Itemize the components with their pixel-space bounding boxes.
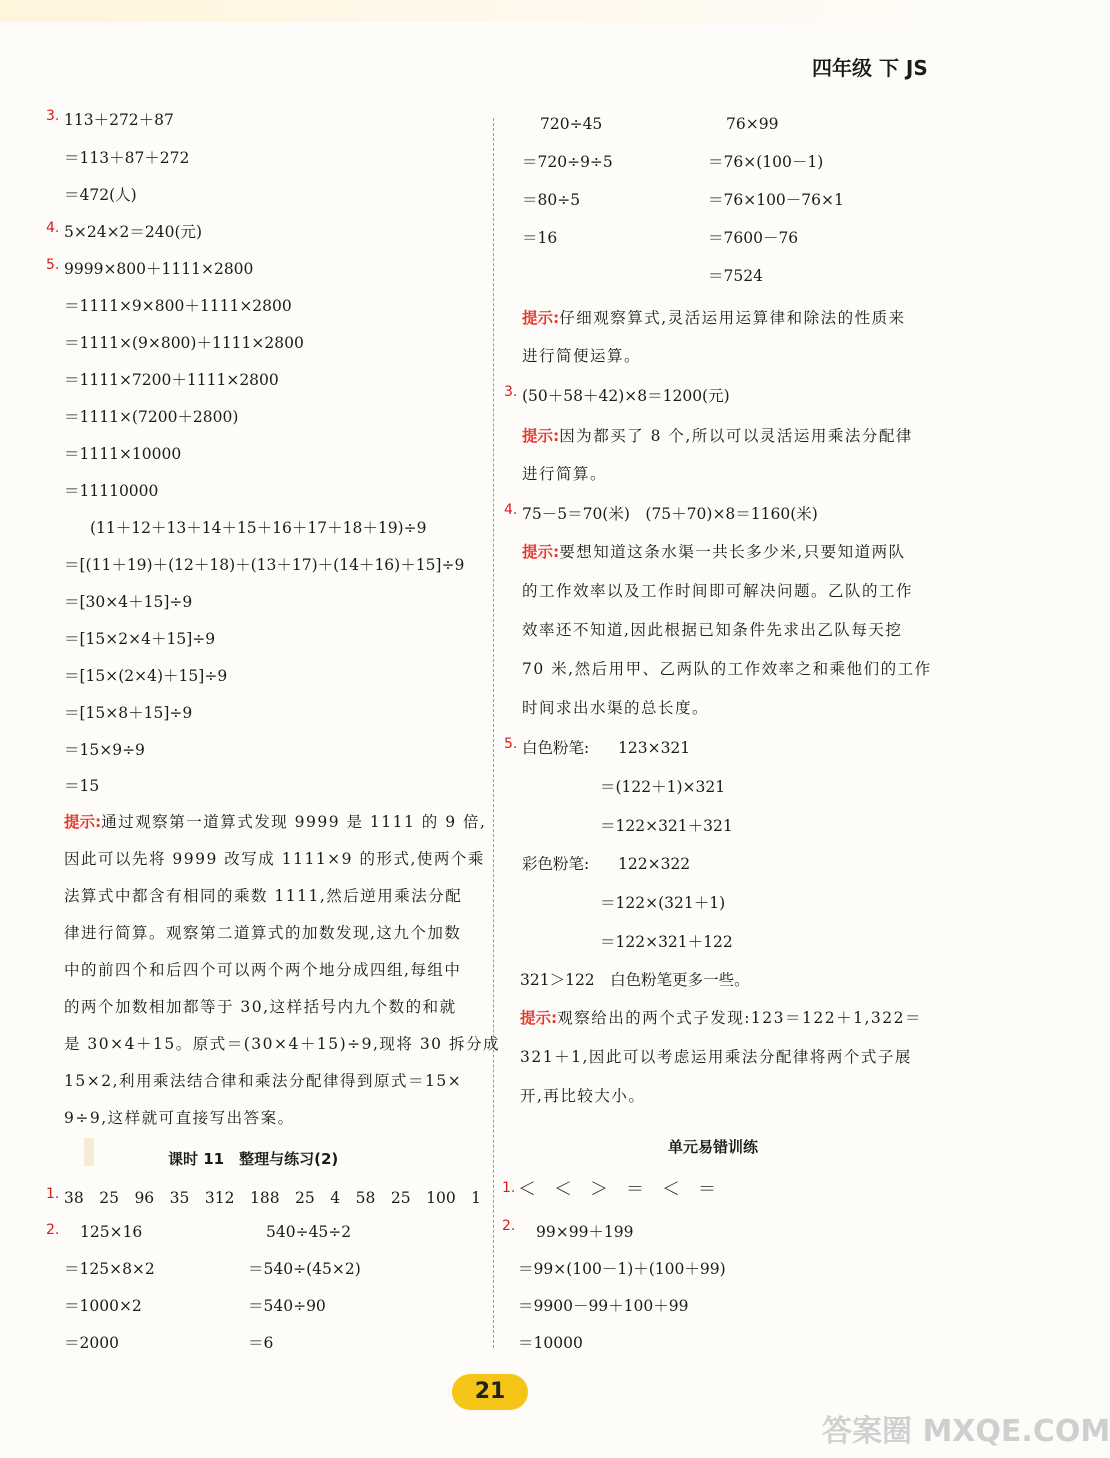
left-line: ＝11110000 bbox=[64, 482, 159, 500]
right-a-line: 720÷45 bbox=[540, 115, 603, 133]
left-line: ＝15 bbox=[64, 777, 100, 795]
right-a-line: ＝80÷5 bbox=[522, 191, 581, 209]
left-tip-line bbox=[64, 849, 485, 869]
left-tip-line bbox=[64, 997, 457, 1017]
left-tip-line bbox=[64, 1034, 500, 1054]
right-a-line: ＝16 bbox=[522, 229, 558, 247]
top-banner bbox=[0, 0, 1000, 22]
left-line: ＝1111×(9×800)＋1111×2800 bbox=[64, 334, 304, 352]
q4-answer: 75－5＝70(米) (75＋70)×8＝1160(米) bbox=[522, 505, 818, 523]
tip3-line bbox=[522, 620, 902, 640]
tip2-label: 提示: bbox=[522, 427, 560, 445]
tip3-line bbox=[522, 698, 709, 718]
q5-white-line: 123×321 bbox=[618, 739, 691, 757]
tip3-label: 提示: bbox=[522, 543, 560, 561]
u1-number: 1. bbox=[502, 1180, 516, 1196]
u2-line: ＝9900－99＋100＋99 bbox=[518, 1297, 689, 1315]
left-line: ＝15×9÷9 bbox=[64, 741, 145, 759]
left-tip-text: 的两个加数相加都等于 30,这样括号内九个数的和就 bbox=[64, 998, 457, 1016]
tip3-text: 的工作效率以及工作时间即可解决问题。乙队的工作 bbox=[522, 582, 914, 600]
left-line-number: 3. bbox=[46, 108, 60, 124]
q3-number: 3. bbox=[504, 384, 518, 400]
tip4-text: 观察给出的两个式子发现:123＝122＋1,322＝ bbox=[557, 1009, 922, 1027]
q5-white-label: 白色粉笔: bbox=[522, 739, 590, 757]
left-line: ＝472(人) bbox=[64, 186, 137, 204]
q4-number: 4. bbox=[504, 502, 518, 518]
u2-line: 99×99＋199 bbox=[536, 1223, 634, 1241]
tip4-line bbox=[520, 1047, 912, 1067]
left-line: 9999×800＋1111×2800 bbox=[64, 260, 254, 278]
left-tip-text: 因此可以先将 9999 改写成 1111×9 的形式,使两个乘 bbox=[64, 850, 485, 868]
watermark: 答案圈 MXQE.COM bbox=[822, 1414, 1110, 1449]
q2-number: 2. bbox=[46, 1222, 60, 1238]
left-line: (11＋12＋13＋14＋15＋16＋17＋18＋19)÷9 bbox=[90, 519, 427, 537]
q3-answer: (50＋58＋42)×8＝1200(元) bbox=[522, 387, 730, 405]
left-tip-text: 通过观察第一道算式发现 9999 是 1111 的 9 倍, bbox=[101, 813, 487, 831]
tip4-text: 开,再比较大小。 bbox=[520, 1087, 646, 1105]
q5-white-line: ＝122×321＋321 bbox=[600, 817, 733, 835]
tip4-label: 提示: bbox=[520, 1009, 558, 1027]
left-line: ＝[15×8＋15]÷9 bbox=[64, 704, 193, 722]
left-line: ＝1111×9×800＋1111×2800 bbox=[64, 297, 292, 315]
tip4-line bbox=[520, 1008, 922, 1028]
left-tip-text: 9÷9,这样就可直接写出答案。 bbox=[64, 1109, 295, 1127]
left-line: ＝[15×2×4＋15]÷9 bbox=[64, 630, 216, 648]
left-line: ＝[15×(2×4)＋15]÷9 bbox=[64, 667, 228, 685]
right-b-line: ＝7524 bbox=[708, 267, 763, 285]
q2b-line: ＝540÷90 bbox=[248, 1297, 326, 1315]
u2-line: ＝99×(100－1)＋(100＋99) bbox=[518, 1260, 726, 1278]
left-line: ＝[30×4＋15]÷9 bbox=[64, 593, 193, 611]
tip3-line bbox=[522, 581, 913, 601]
left-line: ＝1111×10000 bbox=[64, 445, 182, 463]
left-tip-text: 律进行简算。观察第二道算式的加数发现,这九个加数 bbox=[64, 924, 462, 942]
left-line-number: 4. bbox=[46, 220, 60, 236]
q5-color-label: 彩色粉笔: bbox=[522, 855, 590, 873]
u2-number: 2. bbox=[502, 1218, 516, 1234]
left-tip-line bbox=[64, 960, 461, 980]
left-tip-text: 15×2,利用乘法结合律和乘法分配律得到原式＝15× bbox=[64, 1072, 463, 1090]
q2a-line: ＝125×8×2 bbox=[64, 1260, 155, 1278]
tip3-text: 效率还不知道,因此根据已知条件先求出乙队每天挖 bbox=[522, 621, 903, 639]
u2-line: ＝10000 bbox=[518, 1334, 583, 1352]
q5-conclusion: 321＞122 白色粉笔更多一些。 bbox=[520, 971, 750, 989]
q2a-line: 125×16 bbox=[80, 1223, 143, 1241]
tip3-text: 时间求出水渠的总长度。 bbox=[522, 699, 710, 717]
tip2-line-1: 进行简算。 bbox=[522, 465, 608, 483]
q2b-line: ＝540÷(45×2) bbox=[248, 1260, 361, 1278]
page-number: 21 bbox=[452, 1374, 528, 1410]
tip3-text: 要想知道这条水渠一共长多少米,只要知道两队 bbox=[559, 543, 906, 561]
section-title: 单元易错训练 bbox=[668, 1138, 759, 1156]
right-b-line: ＝76×(100－1) bbox=[708, 153, 824, 171]
tip3-text: 70 米,然后用甲、乙两队的工作效率之和乘他们的工作 bbox=[522, 660, 932, 678]
q5-color-line: ＝122×(321＋1) bbox=[600, 894, 726, 912]
q5-number: 5. bbox=[504, 736, 518, 752]
left-line: ＝113＋87＋272 bbox=[64, 149, 190, 167]
tip2-line-0: 提示:因为都买了 8 个,所以可以灵活运用乘法分配律 bbox=[522, 427, 913, 445]
right-b-line: ＝7600－76 bbox=[708, 229, 799, 247]
tip3-line bbox=[522, 659, 932, 679]
q2b-line: ＝6 bbox=[248, 1334, 274, 1352]
column-divider bbox=[493, 118, 494, 1348]
left-line: ＝1111×(7200＋2800) bbox=[64, 408, 239, 426]
left-tip-text: 法算式中都含有相同的乘数 1111,然后逆用乘法分配 bbox=[64, 887, 463, 905]
tip4-line bbox=[520, 1086, 645, 1106]
right-a-line: ＝720÷9÷5 bbox=[522, 153, 613, 171]
q5-color-line: 122×322 bbox=[618, 855, 691, 873]
q1-number: 1. bbox=[46, 1186, 60, 1202]
lesson-title: 课时 11 整理与练习(2) bbox=[168, 1150, 339, 1168]
left-line: ＝1111×7200＋1111×2800 bbox=[64, 371, 279, 389]
q2a-line: ＝2000 bbox=[64, 1334, 119, 1352]
q5-color-line: ＝122×321＋122 bbox=[600, 933, 733, 951]
left-tip-text: 中的前四个和后四个可以两个两个地分成四组,每组中 bbox=[64, 961, 462, 979]
left-tip-label: 提示: bbox=[64, 813, 102, 831]
left-tip-line bbox=[64, 1071, 462, 1091]
left-line: 113＋272＋87 bbox=[64, 111, 174, 129]
left-line: 5×24×2＝240(元) bbox=[64, 223, 203, 241]
left-line: ＝[(11＋19)＋(12＋18)＋(13＋17)＋(14＋16)＋15]÷9 bbox=[64, 556, 465, 574]
q5-white-line: ＝(122＋1)×321 bbox=[600, 778, 726, 796]
left-tip-line bbox=[64, 923, 461, 943]
q1-answers: 38 25 96 35 312 188 25 4 58 25 100 1 bbox=[64, 1189, 482, 1207]
left-line-number: 5. bbox=[46, 257, 60, 273]
grade-header: 四年级 下 JS bbox=[812, 56, 928, 80]
tip1-label: 提示: bbox=[522, 309, 560, 327]
left-tip-text: 是 30×4＋15。原式＝(30×4＋15)÷9,现将 30 拆分成 bbox=[64, 1035, 500, 1053]
left-tip-line bbox=[64, 1108, 295, 1128]
lesson-decoration bbox=[84, 1138, 94, 1166]
tip3-line bbox=[522, 542, 906, 562]
right-b-line: 76×99 bbox=[726, 115, 779, 133]
left-tip-line bbox=[64, 886, 462, 906]
q2a-line: ＝1000×2 bbox=[64, 1297, 142, 1315]
tip1-line-1: 进行简便运算。 bbox=[522, 347, 642, 365]
u1-answers: ＜ ＜ ＞ ＝ ＜ ＝ bbox=[518, 1179, 716, 1200]
tip1-line-0: 提示:仔细观察算式,灵活运用运算律和除法的性质来 bbox=[522, 309, 906, 327]
q2b-line: 540÷45÷2 bbox=[266, 1223, 352, 1241]
tip4-text: 321＋1,因此可以考虑运用乘法分配律将两个式子展 bbox=[520, 1048, 912, 1066]
left-tip-line bbox=[64, 812, 486, 832]
right-b-line: ＝76×100－76×1 bbox=[708, 191, 844, 209]
